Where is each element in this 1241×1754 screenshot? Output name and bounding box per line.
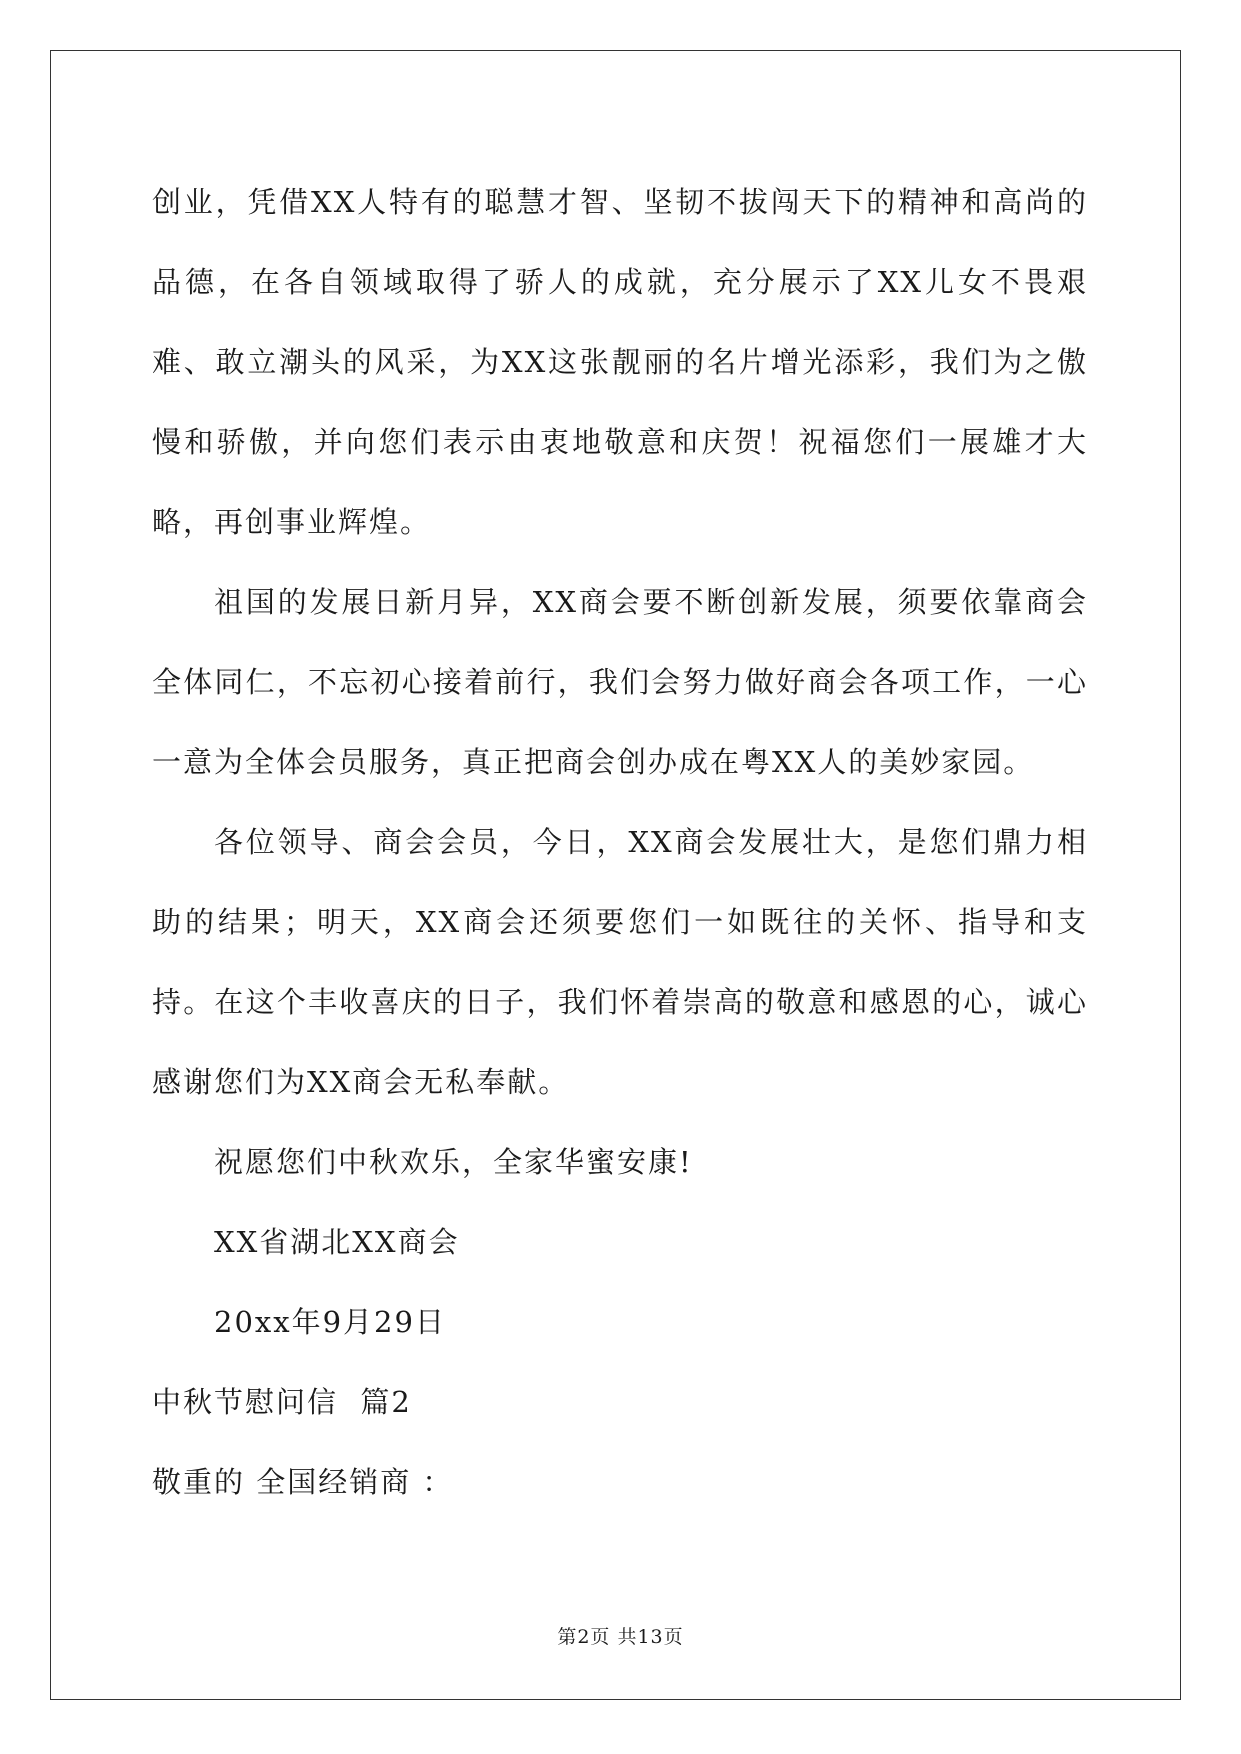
section-heading: 中秋节慰问信 篇2	[152, 1385, 412, 1419]
paragraph-thanks: 各位领导、商会会员，今日，XX商会发展壮大，是您们鼎力相助的结果；明天，XX商会还须要您们一如既往的关怀、指导和支持。在这个丰收喜庆的日子，我们怀着崇高的敬意和感恩的心，诚心感谢您们为XX商会无私奉献。	[152, 825, 1088, 1099]
document-body	[152, 162, 1088, 1522]
salutation: 敬重的 全国经销商 ：	[152, 1465, 454, 1499]
signature: XX省湖北XX商会	[214, 1225, 460, 1259]
page-number-footer: 第2页 共13页	[557, 1626, 684, 1648]
closing-wish: 祝愿您们中秋欢乐，全家华蜜安康!	[214, 1145, 693, 1179]
paragraph-development: 祖国的发展日新月异，XX商会要不断创新发展，须要依靠商会全体同仁，不忘初心接着前行，我们会努力做好商会各项工作，一心一意为全体会员服务，真正把商会创办成在粤XX人的美妙家园。	[152, 585, 1088, 779]
paragraph-continuation: 创业，凭借XX人特有的聪慧才智、坚韧不拔闯天下的精神和高尚的品德，在各自领域取得了骄人的成就，充分展示了XX儿女不畏艰难、敢立潮头的风采，为XX这张靓丽的名片增光添彩，我们为之傲慢和骄傲，并向您们表示由衷地敬意和庆贺！祝福您们一展雄才大略，再创事业辉煌。	[152, 185, 1088, 539]
letter-date: 20xx年9月29日	[214, 1305, 446, 1339]
